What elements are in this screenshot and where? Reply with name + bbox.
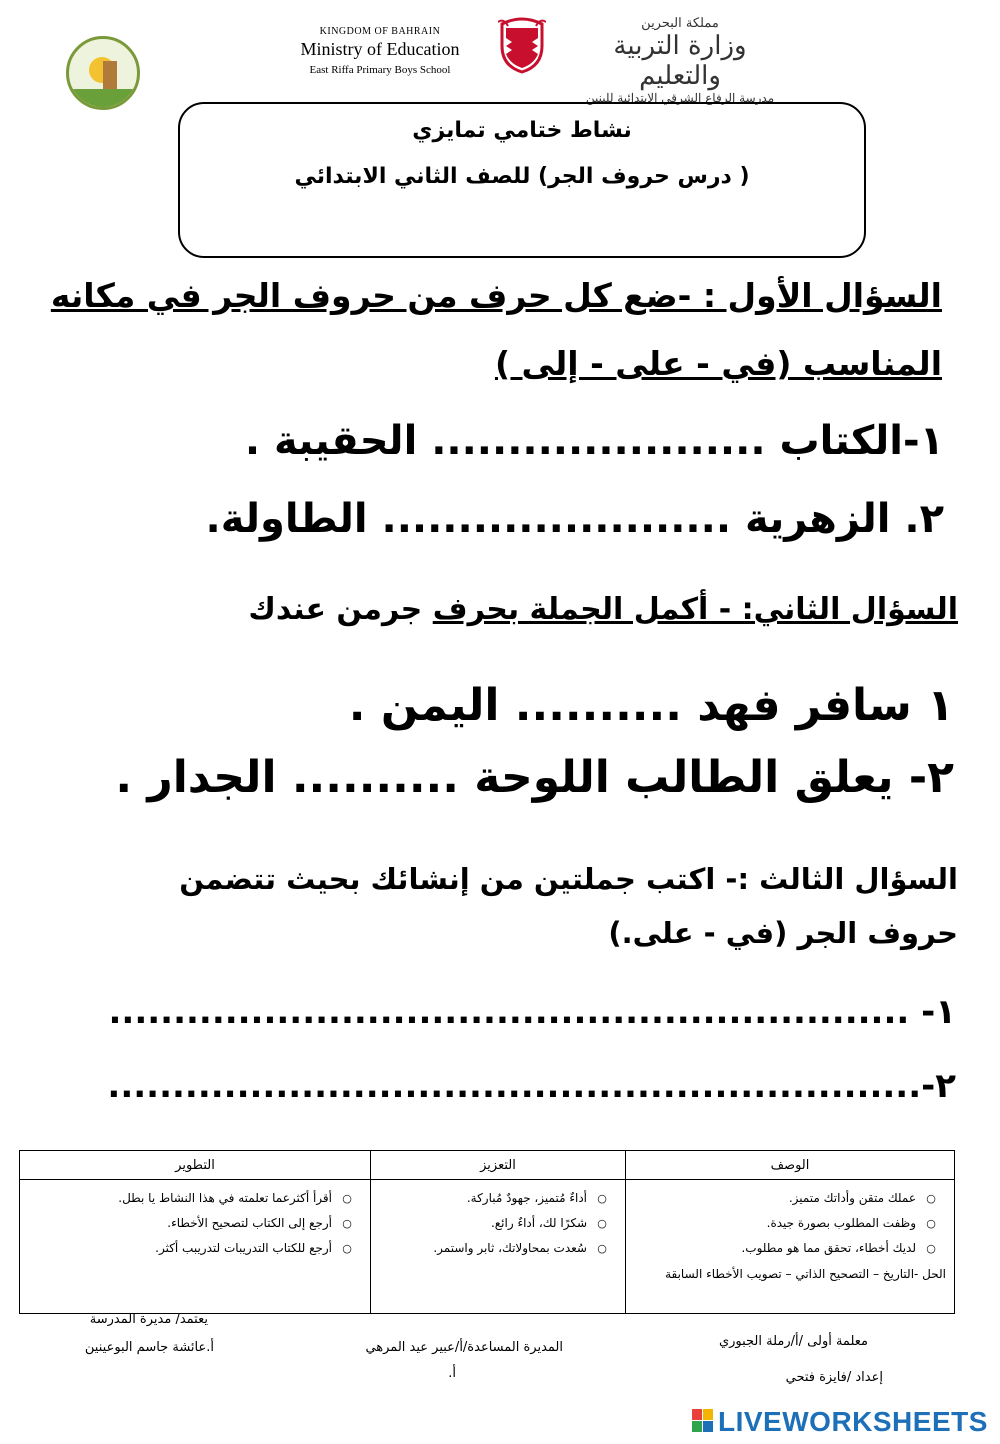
- approval-title: يعتمد/ مديرة المدرسة: [89, 1312, 208, 1327]
- rubric-body-row: [20, 1180, 955, 1314]
- description-item: ○ لديك أخطاء، تحقق مما هو مطلوب.: [634, 1236, 946, 1261]
- q3-heading-continued: حروف الجر (في - على.): [608, 916, 958, 950]
- reinforcement-item: ○ شكرًا لك، أداءٌ رائع.: [379, 1211, 617, 1236]
- q2-heading-underlined: السؤال الثاني: - أكمل الجملة بحرف: [432, 592, 958, 627]
- ar-kingdom-label: مملكة البحرين: [641, 16, 719, 31]
- liveworksheets-cube-icon: [692, 1409, 714, 1433]
- description-cell: [626, 1180, 955, 1314]
- development-item: ○ أرجع للكتاب التدريبات لتدريبب أكثر.: [28, 1236, 362, 1261]
- school-label: East Riffa Primary Boys School: [309, 64, 451, 76]
- ministry-label: Ministry of Education: [300, 39, 460, 59]
- header-description: الوصف: [626, 1151, 955, 1180]
- lesson-subtitle: ( درس حروف الجر) للصف الثاني الابتدائي: [294, 164, 750, 189]
- q3-heading: السؤال الثالث :- اكتب جملتين من إنشائك بحيث تتضمن: [179, 862, 958, 896]
- liveworksheets-logo[interactable]: [692, 1406, 992, 1438]
- ar-ministry-label: وزارة التربية والتعليم: [613, 31, 747, 91]
- liveworksheets-wordmark: LIVEWORKSHEETS: [718, 1406, 988, 1437]
- q2-heading-rest: جرمن عندك: [248, 592, 433, 627]
- arabic-header: [575, 16, 785, 105]
- q2-heading: [28, 592, 958, 627]
- q1-heading: السؤال الأول : -ضع كل حرف من حروف الجر في مكانه: [50, 276, 942, 315]
- bahrain-emblem: [498, 16, 546, 74]
- ar-school-label: مدرسة الرفاع الشرقي الابتدائية للبنين: [585, 91, 775, 105]
- prepared-by: إعداد /فايزة فتحي: [785, 1370, 883, 1385]
- q1-heading-continued: [32, 344, 942, 383]
- rubric-header-row: [20, 1151, 955, 1180]
- q2-sentence-2[interactable]: ٢- يعلق الطالب اللوحة .......... الجدار .: [115, 752, 954, 803]
- senior-teacher-name: معلمة أولى /أ/رملة الجبوري: [718, 1334, 868, 1349]
- q1-options: المناسب (في - على - إلى ): [494, 344, 942, 383]
- q1-sentence-2[interactable]: ٢. الزهرية ....................... الطاولة.: [205, 496, 944, 542]
- reinforcement-item: ○ أداءٌ مُتميز، جهودٌ مُباركة.: [379, 1186, 617, 1211]
- assistant-principal-name: المديرة المساعدة/أ/عبير عيد المرهي: [365, 1340, 563, 1355]
- q3-answer-line-1[interactable]: ١- ..............................................................: [108, 992, 956, 1032]
- reinforcement-item: ○ سُعدت بمحاولاتك، ثابر واستمر.: [379, 1236, 617, 1261]
- school-logo: [66, 36, 140, 110]
- activity-title: نشاط ختامي تمايزي: [412, 118, 632, 143]
- principal-name: أ.عائشة جاسم البوعينين: [84, 1340, 214, 1355]
- kingdom-label: KINGDOM OF BAHRAIN: [319, 26, 441, 37]
- rubric-table: [19, 1150, 955, 1314]
- development-item: ○ أقرأ أكثرعما تعلمته في هذا النشاط يا بطل.: [28, 1186, 362, 1211]
- reinforcement-cell: [371, 1180, 626, 1314]
- header-reinforcement: التعزيز: [371, 1151, 626, 1180]
- description-item: ○ عملك متقن وأداتك متميز.: [634, 1186, 946, 1211]
- q1-sentence-1[interactable]: ١-الكتاب ...................... الحقيبة .: [244, 418, 944, 464]
- description-item: ○ وظفت المطلوب بصورة جيدة.: [634, 1211, 946, 1236]
- q3-answer-line-2[interactable]: ٢-...............................................................: [107, 1066, 956, 1106]
- description-note: الحل -التاريخ – التصحيح الذاتي – تصويب الأخطاء السابقة: [665, 1267, 946, 1281]
- development-item: ○ أرجع إلى الكتاب لتصحيح الأخطاء.: [28, 1211, 362, 1236]
- header-development: التطوير: [20, 1151, 371, 1180]
- assistant-initial: أ.: [448, 1366, 456, 1381]
- q2-sentence-1[interactable]: ١ سافر فهد .......... اليمن .: [348, 680, 954, 731]
- development-cell: [20, 1180, 371, 1314]
- english-header: [280, 26, 480, 76]
